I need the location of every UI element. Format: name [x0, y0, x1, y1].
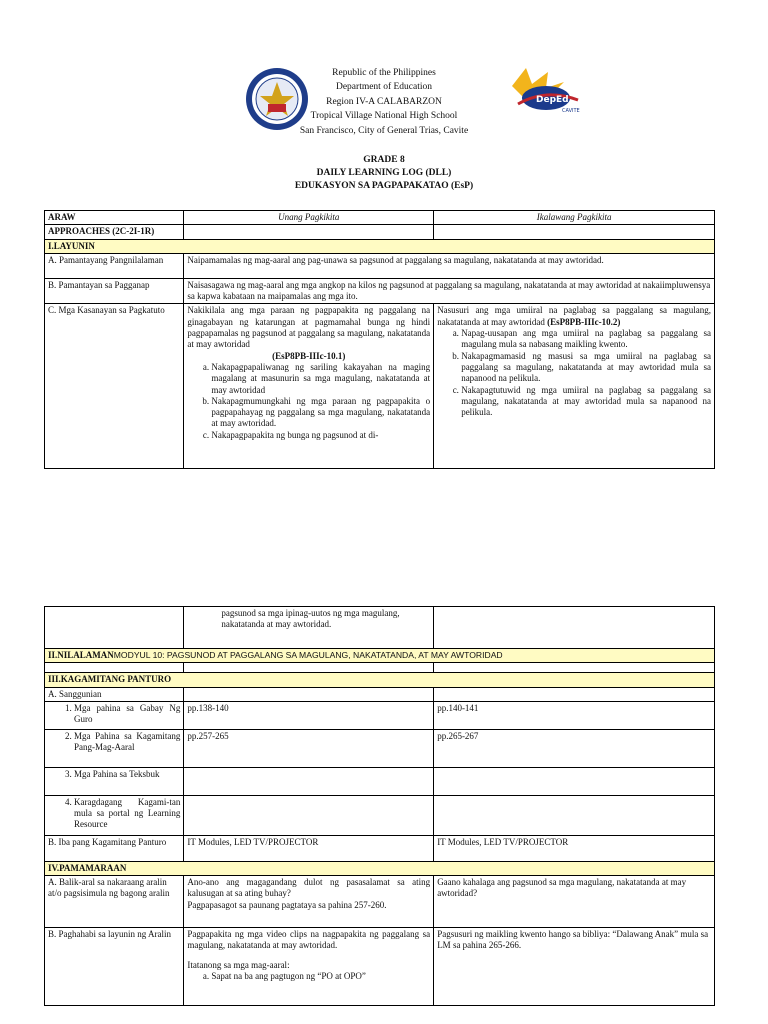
section-nilalaman [45, 649, 715, 663]
row-c-day2-intro: Nasusuri ang mga umiiral na paglabag sa paggalang sa magulang, nakatatanda at may awtoridad (EsP8PB-IIIc-10.2) [437, 305, 711, 327]
pB-label: B. Paghahabi sa layunin ng Aralin [45, 928, 184, 1006]
araw-row [45, 211, 715, 225]
section-kagamitan [45, 673, 715, 687]
section-layunin-label: I.LAYUNIN [45, 239, 715, 253]
pA-day2: Gaano kahalaga ang pagsunod sa mga magulang, nakatatanda at may awtoridad? [434, 876, 715, 928]
row-kagamitang-mag-aaral [45, 729, 715, 767]
blank-row [45, 663, 715, 673]
section-pamamaraan-label: IV.PAMAMARAAN [45, 861, 715, 875]
row-b-label: B. Pamantayan sa Pagganap [45, 278, 184, 304]
list-item: a. Sapat na ba ang pagtugon ng “PO at OPO” [211, 971, 430, 982]
continuation-text: pagsunod sa mga ipinag-uutos ng mga magulang, nakatatanda at may awtoridad. [221, 608, 400, 630]
list-item: c. Nakapagtutuwid ng mga umiiral na paglabag sa paggalang sa magulang, nakatatanda at may awtoridad mula sa napanood na pelikula. [461, 385, 711, 419]
sanggunian-row [45, 687, 715, 701]
title-grade: GRADE 8 [363, 155, 405, 165]
list-item: b. Nakapagmamasid ng masusi sa mga umiiral na paglabag sa paggalang sa magulang, nakatatanda at may awtoridad mula sa napanood na pelikula. [461, 351, 711, 385]
school-header [0, 66, 768, 138]
row-teksbuk [45, 767, 715, 795]
pA-day1-line2: Pagpapasagot sa paunang pagtataya sa pahina 257-260. [187, 899, 387, 910]
row-b-text: Naisasagawa ng mag-aaral ang mga angkop na kilos ng pagsunod at paggalang sa magulang, nakatatanda at may awtoridad at nakaiimpluwensya sa kapwa kabataan na maipamalas ang mga ito. [184, 278, 715, 304]
svg-text:DepEd: DepEd [536, 95, 569, 105]
r1-label: 1. Mga pahina sa Gabay Ng Guro [74, 703, 180, 726]
list-item: a. Napag-uusapan ang mga umiiral na paglabag sa paggalang sa magulang mula sa nabasang maikling kwento. [461, 328, 711, 351]
continuation-row [45, 607, 715, 649]
row-balik-aral [45, 876, 715, 928]
rowB-day2: IT Modules, LED TV/PROJECTOR [434, 835, 715, 861]
row-c-day2-code: (EsP8PB-IIIc-10.2) [547, 316, 621, 327]
title-subject: EDUKASYON SA PAGPAPAKATAO (EsP) [294, 181, 474, 191]
day2-header: Ikalawang Pagkikita [434, 211, 715, 225]
module-title: MODYUL 10: PAGSUNOD AT PAGGALANG SA MAGULANG, NAKATATANDA, AT MAY AWTORIDAD [113, 650, 503, 660]
dll-table-page2 [44, 606, 715, 1006]
row-gabay-guro [45, 701, 715, 729]
pB-day2: Pagsusuri ng maikling kwento hango sa bibliya: “Dalawang Anak” mula sa LM sa pahina 265-266. [434, 928, 715, 1006]
day1-header: Unang Pagkikita [184, 211, 434, 225]
r4-label: 4. Karagdagang Kagami-tan mula sa portal ng Learning Resource [74, 797, 180, 831]
row-pamantayang-pangnilalaman [45, 253, 715, 278]
pB-day1-line1: Pagpapakita ng mga video clips na nagpapakita ng paggalang sa magulang, nakatatanda at may awtoridad. [187, 929, 431, 951]
header-region: Region IV-A CALABARZON [326, 96, 442, 107]
row-c-day2 [434, 304, 715, 469]
header-department: Department of Education [335, 82, 433, 93]
header-address: San Francisco, City of General Trias, Cavite [299, 125, 469, 136]
row-a-text: Naipamamalas ng mag-aaral ang pag-unawa sa pagsunod at paggalang sa magulang, nakatatanda at may awtoridad. [184, 253, 715, 278]
row-c-label: C. Mga Kasanayan sa Pagkatuto [45, 304, 184, 469]
r3-label: 3. Mga Pahina sa Teksbuk [74, 769, 180, 780]
approaches-label: APPROACHES (2C-2I-1R) [45, 225, 184, 239]
section-nilalaman-label: II.NILALAMANMODYUL 10: PAGSUNOD AT PAGGALANG SA MAGULANG, NAKATATANDA, AT MAY AWTORIDAD [45, 649, 715, 663]
header-school: Tropical Village National High School [310, 111, 458, 122]
row-karagdagang-kagamitan [45, 795, 715, 835]
row-pamantayan-pagganap [45, 278, 715, 304]
list-item: c. Nakapagpapakita ng bunga ng pagsunod at di- [211, 430, 430, 441]
pA-day1-line1: Ano-ano ang magagandang dulot ng pasasalamat sa ating kalusugan at sa ating buhay? [187, 877, 431, 899]
row-iba-pang-kagamitan [45, 835, 715, 861]
section-pamamaraan [45, 861, 715, 875]
svg-text:CAVITE: CAVITE [562, 108, 580, 114]
row-a-label: A. Pamantayang Pangnilalaman [45, 253, 184, 278]
dll-table-page1 [44, 210, 715, 469]
araw-label: ARAW [45, 211, 184, 225]
r1-day2: pp.140-141 [434, 701, 715, 729]
row-kasanayan [45, 304, 715, 469]
r2-day2: pp.265-267 [434, 729, 715, 767]
section-kagamitan-label: III.KAGAMITANG PANTURO [45, 673, 715, 687]
rowB-label: B. Iba pang Kagamitang Panturo [45, 835, 184, 861]
r1-day1: pp.138-140 [184, 701, 434, 729]
row-c-day1 [184, 304, 434, 469]
row-paghahabi [45, 928, 715, 1006]
row-c-day1-intro: Nakikilala ang mga paraan ng pagpapakita ng paggalang na ginagabayan ng katarungan at pagmamahal bunga ng hindi pagpapamalas ng pagsunod at paggalang sa magulang, nakatatanda at may awtoridad [187, 305, 431, 350]
row-c-day2-list [437, 328, 711, 418]
document-title [0, 154, 768, 193]
rowB-day1: IT Modules, LED TV/PROJECTOR [184, 835, 434, 861]
title-log: DAILY LEARNING LOG (DLL) [316, 168, 452, 178]
approaches-row [45, 225, 715, 239]
r2-label: 2. Mga Pahina sa Kagamitang Pang-Mag-Aaral [74, 731, 180, 754]
row-c-day1-code: (EsP8PB-IIIc-10.1) [272, 350, 346, 361]
pA-label: A. Balik-aral sa nakaraang aralin at/o pagsisimula ng bagong aralin [45, 876, 184, 928]
r2-day1: pp.257-265 [184, 729, 434, 767]
section-layunin [45, 239, 715, 253]
pB-day1-line2: Itatanong sa mga mag-aaral: [187, 959, 290, 970]
pB-day1-list [187, 971, 430, 982]
header-republic: Republic of the Philippines [332, 68, 436, 78]
list-item: a. Nakapagpapaliwanag ng sariling kakayahan na maging magalang at masunurin sa mga magulang, nakatatanda at may awtoridad [211, 362, 430, 396]
row-c-day1-list [187, 362, 430, 441]
list-item: b. Nakapagmumungkahi ng mga paraan ng pagpapakita o pagpapahayag ng paggalang sa mga magulang, nakatatanda at may awtoridad. [211, 396, 430, 430]
sanggunian-label: A. Sanggunian [45, 687, 184, 701]
